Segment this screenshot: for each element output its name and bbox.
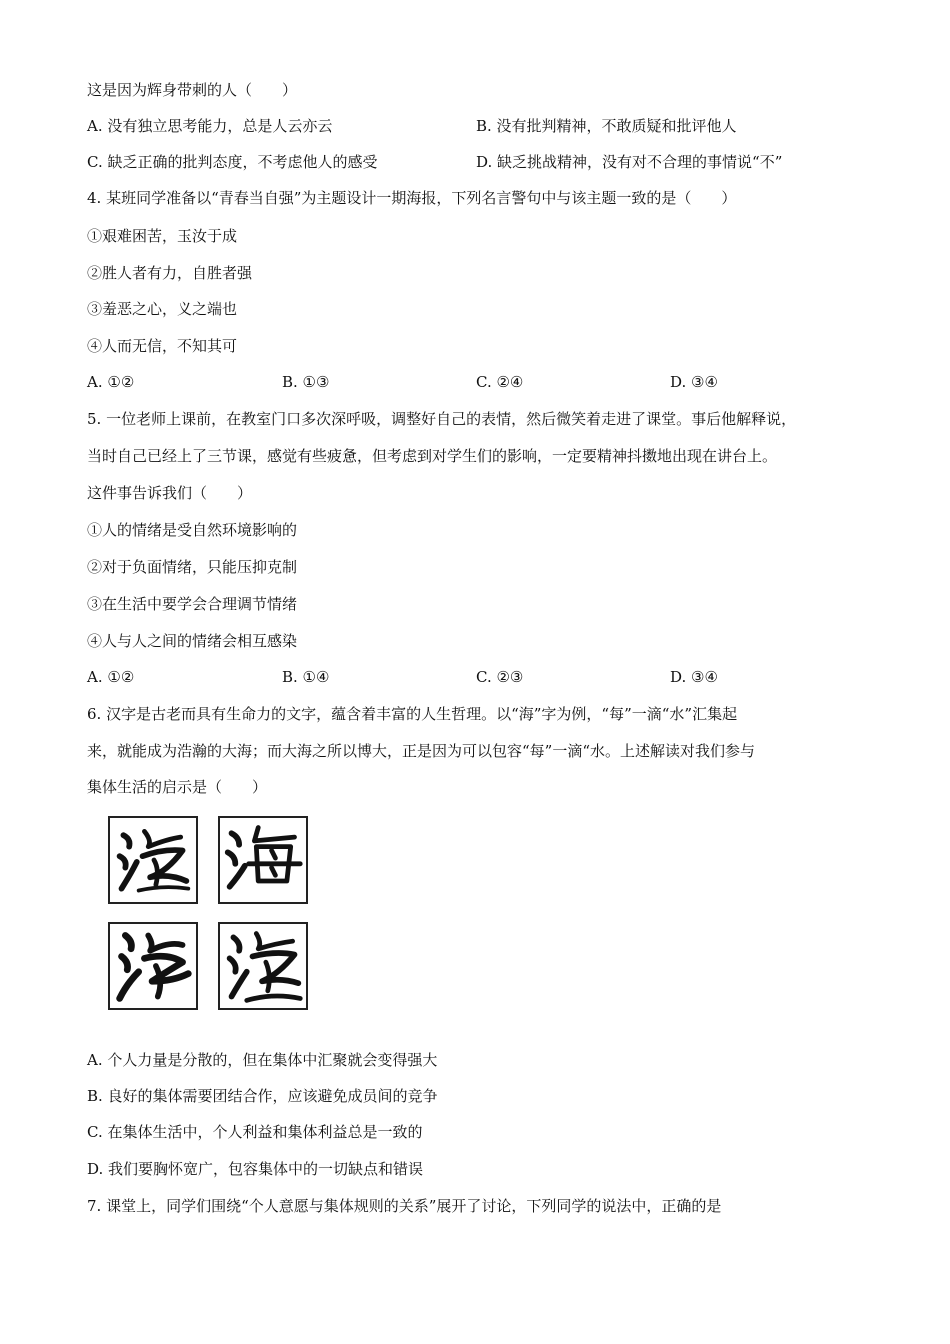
q3-option-b: B. 没有批判精神，不敢质疑和批评他人: [476, 117, 737, 135]
q3-option-c: C. 缺乏正确的批判态度，不考虑他人的感受: [87, 153, 378, 171]
calligraphy-stroke-art-3: [110, 924, 196, 1008]
calligraphy-cell-1: [108, 816, 198, 904]
calligraphy-stroke-art-1: [110, 818, 196, 902]
q6-stem-line-2: 来，就能成为浩瀚的大海；而大海之所以博大，正是因为可以包容“每”一滴“水。上述解读对我们参与: [87, 742, 756, 760]
q4-option-a: A. ①②: [87, 373, 135, 391]
q5-stem-line-2: 当时自己已经上了三节课，感觉有些疲惫，但考虑到对学生们的影响，一定要精神抖擞地出现在讲台上。: [87, 447, 778, 465]
q4-stem: 4. 某班同学准备以“青春当自强”为主题设计一期海报，下列名言警句中与该主题一致的是（ ）: [87, 189, 737, 207]
q6-stem-line-3: 集体生活的启示是（ ）: [87, 778, 268, 796]
q5-option-c: C. ②③: [476, 668, 524, 686]
q5-stem-line-1: 5. 一位老师上课前，在教室门口多次深呼吸，调整好自己的表情，然后微笑着走进了课堂。事后他解释说，: [87, 410, 797, 428]
q4-item-2: ②胜人者有力，自胜者强: [87, 264, 253, 282]
q5-item-4: ④人与人之间的情绪会相互感染: [87, 632, 298, 650]
q5-option-d: D. ③④: [670, 668, 718, 686]
q3-option-a: A. 没有独立思考能力，总是人云亦云: [87, 117, 333, 135]
q5-option-b: B. ①④: [282, 668, 330, 686]
q5-item-3: ③在生活中要学会合理调节情绪: [87, 595, 298, 613]
q6-option-b: B. 良好的集体需要团结合作，应该避免成员间的竞争: [87, 1087, 438, 1105]
q5-stem-line-3: 这件事告诉我们（ ）: [87, 484, 253, 502]
calligraphy-cell-4: [218, 922, 308, 1010]
q4-item-1: ①艰难困苦，玉汝于成: [87, 227, 238, 245]
calligraphy-cell-3: [108, 922, 198, 1010]
q6-option-d: D. 我们要胸怀宽广，包容集体中的一切缺点和错误: [87, 1160, 424, 1178]
q5-item-2: ②对于负面情绪，只能压抑克制: [87, 558, 298, 576]
calligraphy-stroke-art-2: [220, 818, 306, 902]
q7-stem: 7. 课堂上，同学们围绕“个人意愿与集体规则的关系”展开了讨论，下列同学的说法中，正确的是: [87, 1197, 722, 1215]
q4-option-d: D. ③④: [670, 373, 718, 391]
calligraphy-cell-2: [218, 816, 308, 904]
q4-item-4: ④人而无信，不知其可: [87, 337, 238, 355]
q4-item-3: ③羞恶之心，义之端也: [87, 300, 238, 318]
calligraphy-stroke-art-4: [220, 924, 306, 1008]
q4-option-c: C. ②④: [476, 373, 524, 391]
q6-option-c: C. 在集体生活中，个人利益和集体利益总是一致的: [87, 1123, 423, 1141]
q5-item-1: ①人的情绪是受自然环境影响的: [87, 521, 298, 539]
q6-option-a: A. 个人力量是分散的，但在集体中汇聚就会变得强大: [87, 1051, 438, 1069]
q5-option-a: A. ①②: [87, 668, 135, 686]
q4-option-b: B. ①③: [282, 373, 330, 391]
q3-option-d: D. 缺乏挑战精神，没有对不合理的事情说“不”: [476, 153, 783, 171]
calligraphy-image: [108, 816, 308, 1012]
q6-stem-line-1: 6. 汉字是古老而具有生命力的文字，蕴含着丰富的人生哲理。以“海”字为例，“每”一滴“水”汇集起: [87, 705, 738, 723]
q3-stem-tail: 这是因为辉身带刺的人（ ）: [87, 81, 298, 99]
